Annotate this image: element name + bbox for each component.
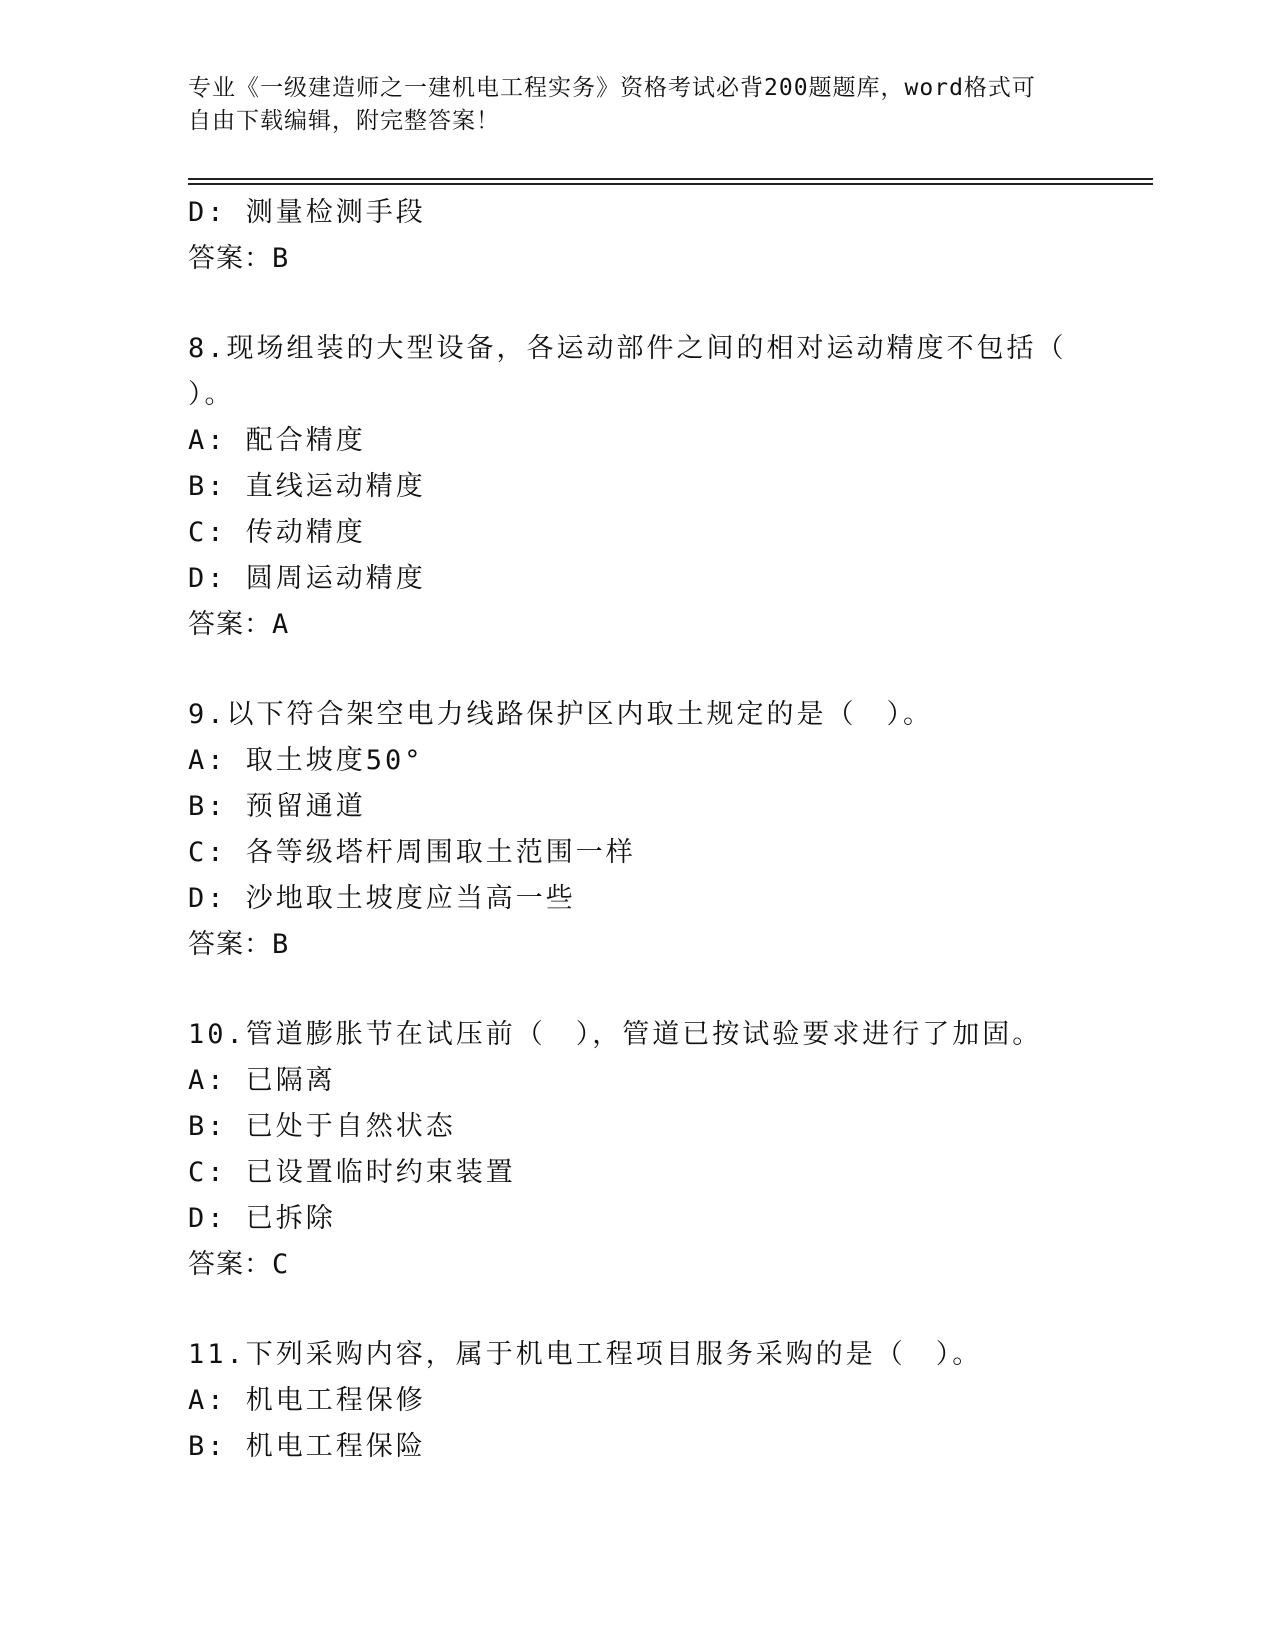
header-line-2: 自由下载编辑，附完整答案！	[188, 108, 500, 134]
question-8-option-d: D: 圆周运动精度	[188, 563, 426, 594]
question-8-stem: 8.现场组装的大型设备，各运动部件之间的相对运动精度不包括（	[188, 333, 1067, 364]
question-9-option-b: B: 预留通道	[188, 791, 366, 822]
question-10-option-b: B: 已处于自然状态	[188, 1111, 456, 1142]
header-divider-top	[188, 178, 1153, 180]
question-10-option-a: A: 已隔离	[188, 1065, 336, 1096]
question-8-option-b: B: 直线运动精度	[188, 471, 426, 502]
question-8-option-a: A: 配合精度	[188, 425, 366, 456]
question-10-stem: 10.管道膨胀节在试压前（ ），管道已按试验要求进行了加固。	[188, 1019, 1043, 1050]
header-line-1: 专业《一级建造师之一建机电工程实务》资格考试必背200题题库，word格式可	[188, 75, 1036, 101]
question-9-option-a: A: 取土坡度50°	[188, 745, 424, 776]
question-9-option-c: C: 各等级塔杆周围取土范围一样	[188, 837, 636, 868]
question-8-stem-cont: ）。	[188, 379, 235, 410]
question-10-answer: 答案：C	[188, 1249, 290, 1280]
question-9-stem: 9.以下符合架空电力线路保护区内取土规定的是（ ）。	[188, 699, 934, 730]
question-11-option-a: A: 机电工程保修	[188, 1385, 426, 1416]
question-7-answer: 答案：B	[188, 243, 290, 274]
question-8-answer: 答案：A	[188, 609, 290, 640]
question-9-option-d: D: 沙地取土坡度应当高一些	[188, 883, 576, 914]
document-header	[188, 72, 1088, 138]
question-8-option-c: C: 传动精度	[188, 517, 366, 548]
question-9-answer: 答案：B	[188, 929, 290, 960]
question-list	[188, 190, 1088, 1470]
question-7-option-d: D: 测量检测手段	[188, 197, 426, 228]
question-10-option-d: D: 已拆除	[188, 1203, 336, 1234]
question-11-option-b: B: 机电工程保险	[188, 1431, 426, 1462]
question-11-stem: 11.下列采购内容，属于机电工程项目服务采购的是（ ）。	[188, 1339, 983, 1370]
header-divider-bottom	[188, 183, 1153, 185]
question-10-option-c: C: 已设置临时约束装置	[188, 1157, 516, 1188]
